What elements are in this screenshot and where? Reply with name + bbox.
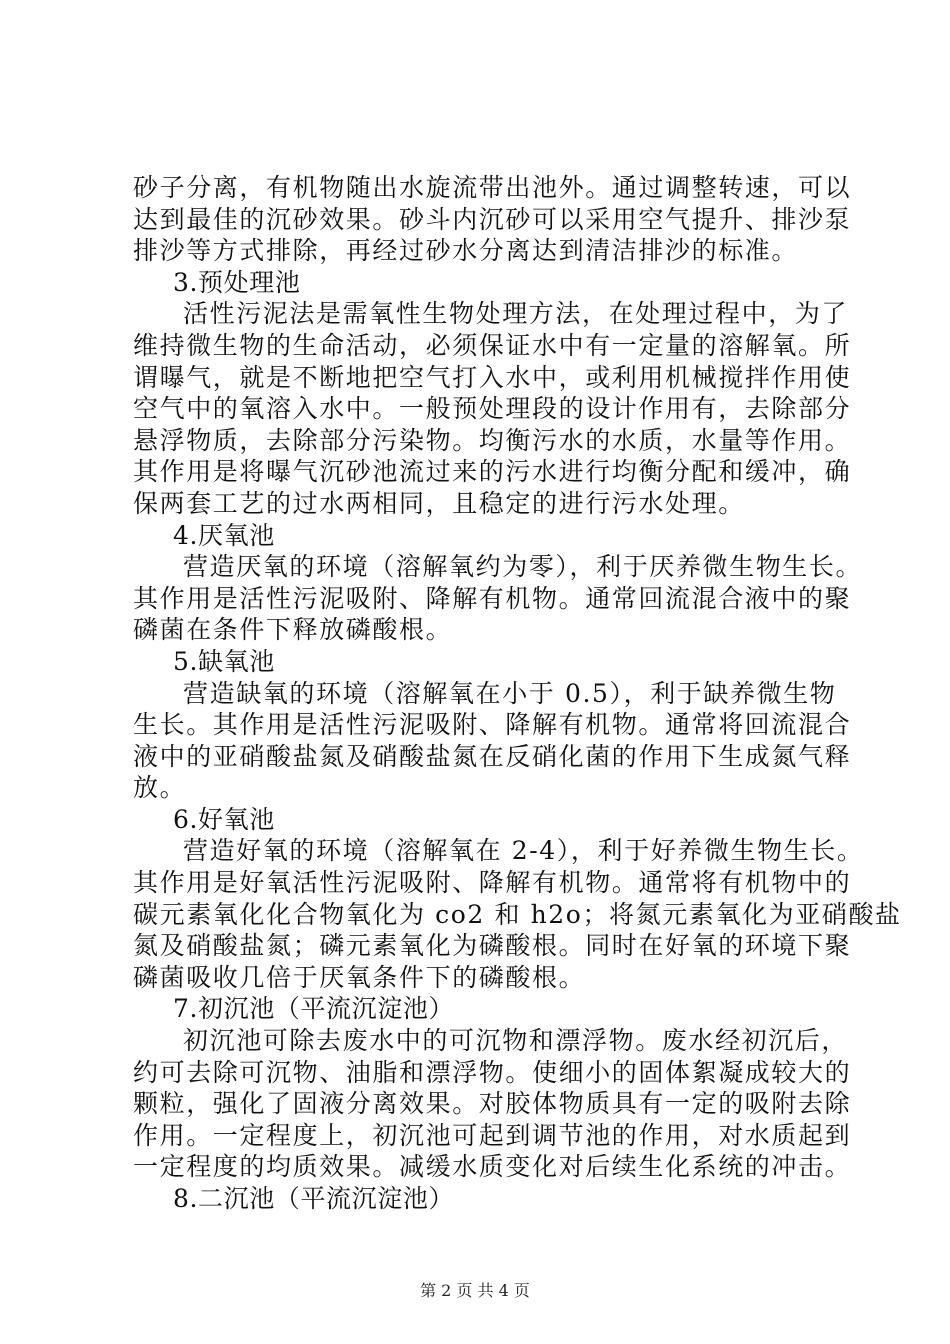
text-line: 营造好氧的环境（溶解氧在 2-4），利于好养微生物生长。 bbox=[183, 836, 864, 866]
text-line: 谓曝气，就是不断地把空气打入水中，或利用机械搅拌作用使 bbox=[133, 362, 852, 392]
text-line: 生长。其作用是活性污泥吸附、降解有机物。通常将回流混合 bbox=[133, 710, 852, 740]
text-line: 约可去除可沉物、油脂和漂浮物。使细小的固体絮凝成较大的 bbox=[133, 1057, 852, 1087]
text-line: 作用。一定程度上，初沉池可起到调节池的作用，对水质起到 bbox=[133, 1120, 852, 1150]
text-line: 悬浮物质，去除部分污染物。均衡污水的水质，水量等作用。 bbox=[133, 425, 852, 455]
section-heading: 6.好氧池 bbox=[173, 804, 275, 834]
document-body bbox=[133, 172, 902, 1215]
section-heading: 4.厌氧池 bbox=[173, 520, 275, 550]
text-line: 砂子分离，有机物随出水旋流带出池外。通过调整转速，可以 bbox=[133, 173, 852, 202]
section-heading: 7.初沉池（平流沉淀池） bbox=[173, 994, 455, 1024]
section-heading: 8.二沉池（平流沉淀池） bbox=[173, 1184, 455, 1213]
text-line: 其作用是活性污泥吸附、降解有机物。通常回流混合液中的聚 bbox=[133, 583, 852, 613]
text-line: 营造缺氧的环境（溶解氧在小于 0.5），利于缺养微生物 bbox=[183, 678, 837, 708]
text-line: 维持微生物的生命活动，必须保证水中有一定量的溶解氧。所 bbox=[133, 330, 852, 360]
text-line: 放。 bbox=[133, 773, 187, 803]
text-line: 颗粒，强化了固液分离效果。对胶体物质具有一定的吸附去除 bbox=[133, 1089, 852, 1119]
text-line: 碳元素氧化化合物氧化为 co2 和 h2o；将氮元素氧化为亚硝酸盐 bbox=[133, 899, 902, 929]
section-heading: 5.缺氧池 bbox=[173, 646, 275, 676]
text-line: 保两套工艺的过水两相同，且稳定的进行污水处理。 bbox=[133, 488, 745, 518]
text-line: 营造厌氧的环境（溶解氧约为零），利于厌养微生物生长。 bbox=[183, 552, 863, 582]
text-line: 氮及硝酸盐氮；磷元素氧化为磷酸根。同时在好氧的环境下聚 bbox=[133, 931, 852, 961]
text-line: 排沙等方式排除，再经过砂水分离达到清洁排沙的标准。 bbox=[133, 236, 799, 266]
text-line: 活性污泥法是需氧性生物处理方法，在处理过程中，为了 bbox=[183, 299, 849, 329]
page-footer: 第 2 页 共 4 页 bbox=[420, 1281, 530, 1300]
text-line: 其作用是将曝气沉砂池流过来的污水进行均衡分配和缓冲，确 bbox=[133, 457, 852, 487]
text-line: 磷菌在条件下释放磷酸根。 bbox=[133, 615, 453, 645]
text-line: 液中的亚硝酸盐氮及硝酸盐氮在反硝化菌的作用下生成氮气释 bbox=[133, 741, 852, 771]
text-line: 磷菌吸收几倍于厌氧条件下的磷酸根。 bbox=[133, 962, 586, 992]
text-line: 空气中的氧溶入水中。一般预处理段的设计作用有，去除部分 bbox=[133, 394, 852, 424]
text-line: 初沉池可除去废水中的可沉物和漂浮物。废水经初沉后， bbox=[183, 1026, 849, 1056]
text-line: 达到最佳的沉砂效果。砂斗内沉砂可以采用空气提升、排沙泵 bbox=[133, 204, 852, 234]
text-line: 一定程度的均质效果。减缓水质变化对后续生化系统的冲击。 bbox=[133, 1152, 852, 1182]
section-heading: 3.预处理池 bbox=[173, 267, 301, 297]
text-line: 其作用是好氧活性污泥吸附、降解有机物。通常将有机物中的 bbox=[133, 868, 852, 898]
